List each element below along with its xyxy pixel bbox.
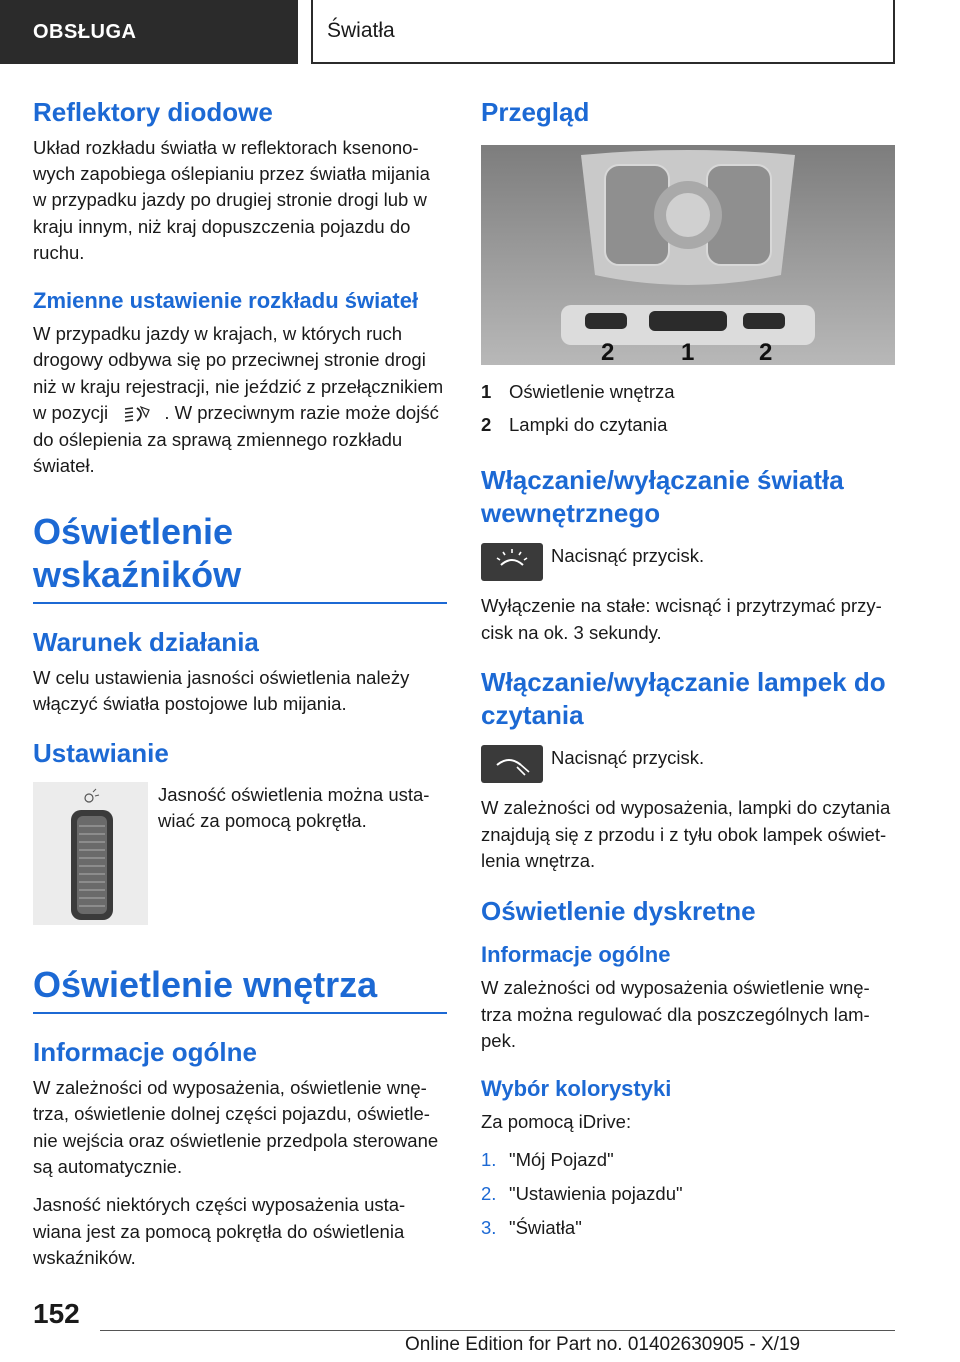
paragraph-led: Układ rozkładu światła w reflektorach ksenono-wych zapobiega oślepianiu przez światła mijania w przypadku jazdy po drugiej stronie drogi lub w kraju innym, niż kraj dopuszczenia pojazdu do ruchu.: [33, 136, 430, 264]
heading-wybor: Wybór kolorystyki: [481, 1075, 672, 1101]
paragraph-info-right: W zależności od wyposażenia oświetlenie wnę-trza można regulować dla poszczególnych lam-pek.: [481, 977, 870, 1052]
list-item: 3. "Światła": [481, 1216, 582, 1238]
paragraph-za: Za pomocą iDrive:: [481, 1110, 632, 1132]
heading-led: Reflektory diodowe: [33, 97, 273, 127]
page-number: 152: [33, 1298, 80, 1329]
heading-warunek: Warunek działania: [33, 627, 259, 658]
section-heading-osw-wsk: [33, 510, 447, 604]
paragraph-wyl: Wyłączenie na stałe: wcisnąć i przytrzymać przy-cisk na ok. 3 sekundy.: [481, 595, 882, 643]
overhead-console-photo: [481, 145, 895, 365]
paragraph-info2: Jasność niektórych części wyposażenia usta-wiana jest za pomocą pokrętła do oświetlenia wskaźników.: [33, 1194, 406, 1269]
right-column: [481, 96, 895, 1249]
heading-wl-wn: Włączanie/wyłączanie światła wewnętrznego: [481, 465, 844, 528]
left-column: [33, 96, 447, 1284]
interior-light-button-icon: [481, 543, 543, 581]
ustawianie-row: [33, 782, 447, 925]
legend-item: 1 Oświetlenie wnętrza: [481, 380, 675, 402]
list-item: 1. "Mój Pojazd": [481, 1149, 614, 1171]
heading-przeglad: Przegląd: [481, 97, 590, 127]
paragraph-warunek: W celu ustawienia jasności oświetlenia należy włączyć światła postojowe lub mijania.: [33, 666, 410, 714]
section-tab: OBSŁUGA: [0, 0, 298, 64]
paragraph-nacisnac1: Nacisnąć przycisk.: [551, 545, 705, 567]
paragraph-zmienne: W przypadku jazdy w krajach, w których ruch drogowy odbywa się po przeciwnej stronie drogi niż w kraju rejestracji, nie jeździć z przełącznikiem w pozycji . W przeciwnym razie może dojść do oślepienia za sprawą zmiennego rozkładu świateł.: [33, 322, 444, 477]
heading-osw-wsk: Oświetlenie wskaźników: [33, 510, 242, 595]
footer-divider: [100, 1330, 895, 1331]
heading-ustawianie: Ustawianie: [33, 738, 169, 769]
heading-zmienne: Zmienne ustawienie rozkładu świateł: [33, 287, 419, 313]
legend-item: 2 Lampki do czytania: [481, 414, 668, 436]
interior-light-button-row: [481, 543, 895, 581]
paragraph-lampki: W zależności od wyposażenia, lampki do czytania znajdują się z przodu i z tyłu obok lampek oświet-lenia wnętrza.: [481, 797, 891, 872]
footer-edition: Online Edition for Part no. 01402630905 - X/19: [405, 1334, 801, 1355]
section-heading-osw-wn: [33, 963, 447, 1014]
heading-osw-wn: Oświetlenie wnętrza: [33, 963, 378, 1005]
paragraph-nacisnac2: Nacisnąć przycisk.: [551, 747, 705, 769]
photo-label-right: 2: [759, 338, 773, 365]
photo-label-left: 2: [601, 338, 615, 365]
reading-light-button-icon: [481, 745, 543, 783]
reading-light-button-row: [481, 745, 895, 783]
heading-info-right: Informacje ogólne: [481, 942, 671, 968]
heading-dyskretne: Oświetlenie dyskretne: [481, 895, 756, 926]
heading-wl-lamp: Włączanie/wyłączanie lampek do czytania: [481, 667, 886, 730]
light-switch-icon: [119, 404, 153, 424]
dimmer-knob-illustration: [33, 782, 148, 925]
photo-label-center: 1: [681, 338, 695, 365]
chapter-title: Światła: [311, 0, 895, 64]
list-item: 2. "Ustawienia pojazdu": [481, 1183, 683, 1205]
paragraph-ustawianie: Jasność oświetlenia można usta-wiać za pomocą pokrętła.: [158, 783, 430, 832]
heading-info-left: Informacje ogólne: [33, 1037, 257, 1068]
paragraph-info1: W zależności od wyposażenia, oświetlenie wnę-trza, oświetlenie dolnej części pojazdu, oświetle-nie wejścia oraz oświetlenie przedpola sterowane są automatycznie.: [33, 1076, 439, 1177]
